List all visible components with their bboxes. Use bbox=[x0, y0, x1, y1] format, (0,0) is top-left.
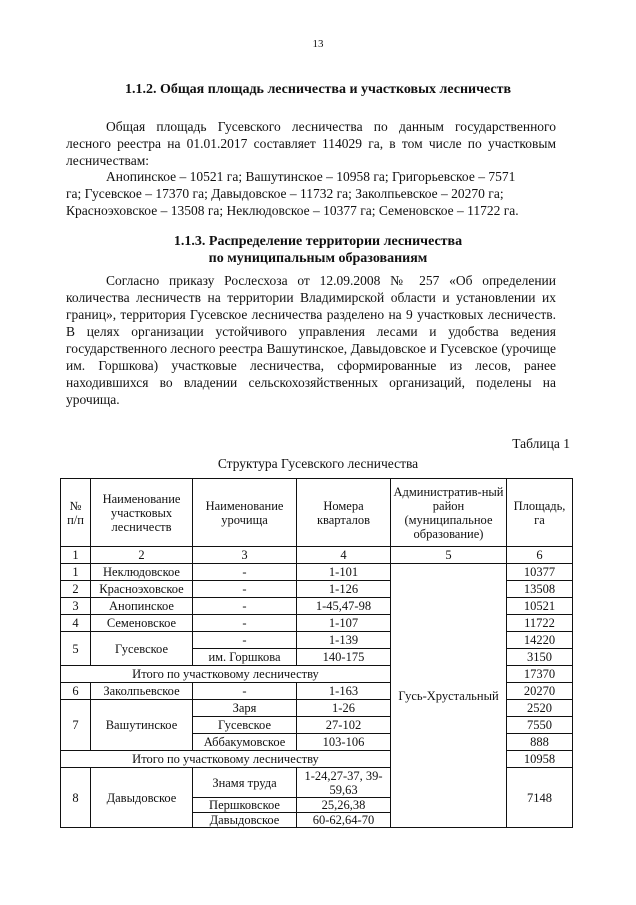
row-quarters: 140-175 bbox=[297, 649, 391, 666]
subtotal-label: Итого по участковому лесничеству bbox=[61, 666, 391, 683]
header-district: Наименование участковых лесничеств bbox=[91, 479, 193, 547]
row-area: 10377 bbox=[507, 564, 573, 581]
row-quarters: 1-139 bbox=[297, 632, 391, 649]
section-heading-113-line2: по муниципальным образованиям bbox=[208, 251, 428, 266]
row-quarters: 25,26,38 bbox=[297, 798, 391, 813]
row-tract: - bbox=[193, 683, 297, 700]
col-number: 2 bbox=[91, 547, 193, 564]
row-district: Неклюдовское bbox=[91, 564, 193, 581]
row-district: Красноэховское bbox=[91, 581, 193, 598]
row-quarters: 1-107 bbox=[297, 615, 391, 632]
row-area: 20270 bbox=[507, 683, 573, 700]
row-tract: Знамя труда bbox=[193, 768, 297, 798]
row-area: 10521 bbox=[507, 598, 573, 615]
row-tract: Давыдовское bbox=[193, 813, 297, 828]
row-quarters: 1-45,47-98 bbox=[297, 598, 391, 615]
row-district: Семеновское bbox=[91, 615, 193, 632]
header-tract: Наименование урочища bbox=[193, 479, 297, 547]
section-heading-113-line1: 1.1.3. Распределение территории лесничества bbox=[173, 234, 463, 249]
row-quarters: 60-62,64-70 bbox=[297, 813, 391, 828]
row-district: Анопинское bbox=[91, 598, 193, 615]
row-num: 5 bbox=[61, 632, 91, 666]
col-number: 3 bbox=[193, 547, 297, 564]
row-quarters: 1-24,27-37, 39-59,63 bbox=[297, 768, 391, 798]
forestry-structure-table bbox=[60, 478, 573, 828]
row-tract: - bbox=[193, 632, 297, 649]
row-area: 11722 bbox=[507, 615, 573, 632]
row-num: 8 bbox=[61, 768, 91, 828]
col-number: 4 bbox=[297, 547, 391, 564]
subtotal-area: 17370 bbox=[507, 666, 573, 683]
row-area: 7550 bbox=[507, 717, 573, 734]
row-num: 6 bbox=[61, 683, 91, 700]
row-num: 2 bbox=[61, 581, 91, 598]
row-tract: Першковское bbox=[193, 798, 297, 813]
subtotal-area: 10958 bbox=[507, 751, 573, 768]
header-area: Площадь, га bbox=[507, 479, 573, 547]
subtotal-label: Итого по участковому лесничеству bbox=[61, 751, 391, 768]
col-number: 6 bbox=[507, 547, 573, 564]
order-paragraph: Согласно приказу Рослесхоза от 12.09.2008 № 257 «Об определении количества лесничеств на территории Владимирской области и установлении их границ», территория Гусевское лесничества разделено на 9 участковых лесничеств. В целях организации устойчивого управления лесами и удобства ведения государственного лесного реестра Вашутинское, Давыдовское и Гусевское (урочище им. Горшкова) участковые лесничества, сформированные из лесов, ранее находившихся во владении сельскохозяйственных организаций, поделены на урочища. bbox=[66, 273, 556, 407]
row-tract: - bbox=[193, 564, 297, 581]
row-quarters: 1-163 bbox=[297, 683, 391, 700]
row-tract: Гусевское bbox=[193, 717, 297, 734]
row-area: 2520 bbox=[507, 700, 573, 717]
row-num: 1 bbox=[61, 564, 91, 581]
header-admin: Административ-ный район (муниципальное образование) bbox=[391, 479, 507, 547]
col-number: 5 bbox=[391, 547, 507, 564]
row-area: 14220 bbox=[507, 632, 573, 649]
column-number-row bbox=[61, 547, 573, 564]
col-number: 1 bbox=[61, 547, 91, 564]
areas-line-3: Красноэховское – 13508 га; Неклюдовское – 10377 га; Семеновское – 11722 га. bbox=[66, 203, 519, 218]
areas-line-2: га; Гусевское – 17370 га; Давыдовское – 11732 га; Заколпьевское – 20270 га; bbox=[66, 186, 504, 201]
row-tract: - bbox=[193, 598, 297, 615]
row-quarters: 1-126 bbox=[297, 581, 391, 598]
row-tract: - bbox=[193, 581, 297, 598]
row-quarters: 1-101 bbox=[297, 564, 391, 581]
row-area: 7148 bbox=[507, 768, 573, 828]
admin-district-cell: Гусь-Хрустальный bbox=[391, 564, 507, 828]
page-number: 13 bbox=[312, 38, 324, 50]
row-quarters: 27-102 bbox=[297, 717, 391, 734]
row-quarters: 1-26 bbox=[297, 700, 391, 717]
row-tract: - bbox=[193, 615, 297, 632]
row-district: Вашутинское bbox=[91, 700, 193, 751]
row-district: Давыдовское bbox=[91, 768, 193, 828]
row-area: 888 bbox=[507, 734, 573, 751]
header-quarters: Номера кварталов bbox=[297, 479, 391, 547]
row-district: Заколпьевское bbox=[91, 683, 193, 700]
row-num: 3 bbox=[61, 598, 91, 615]
row-num: 7 bbox=[61, 700, 91, 751]
areas-line-1: Анопинское – 10521 га; Вашутинское – 10958 га; Григорьевское – 7571 bbox=[106, 169, 516, 184]
section-heading-112: 1.1.2. Общая площадь лесничества и участковых лесничеств bbox=[124, 82, 512, 97]
row-num: 4 bbox=[61, 615, 91, 632]
table-label: Таблица 1 bbox=[512, 436, 570, 451]
row-tract: Заря bbox=[193, 700, 297, 717]
row-district: Гусевское bbox=[91, 632, 193, 666]
total-area-paragraph: Общая площадь Гусевского лесничества по данным государственного лесного реестра на 01.01.2017 составляет 114029 га, в том числе по участковым лесничествам: bbox=[66, 119, 556, 168]
header-num: № п/п bbox=[61, 479, 91, 547]
table-row bbox=[61, 564, 573, 581]
row-tract: Аббакумовское bbox=[193, 734, 297, 751]
table-caption: Структура Гусевского лесничества bbox=[217, 456, 419, 471]
row-tract: им. Горшкова bbox=[193, 649, 297, 666]
row-area: 13508 bbox=[507, 581, 573, 598]
row-area: 3150 bbox=[507, 649, 573, 666]
row-quarters: 103-106 bbox=[297, 734, 391, 751]
